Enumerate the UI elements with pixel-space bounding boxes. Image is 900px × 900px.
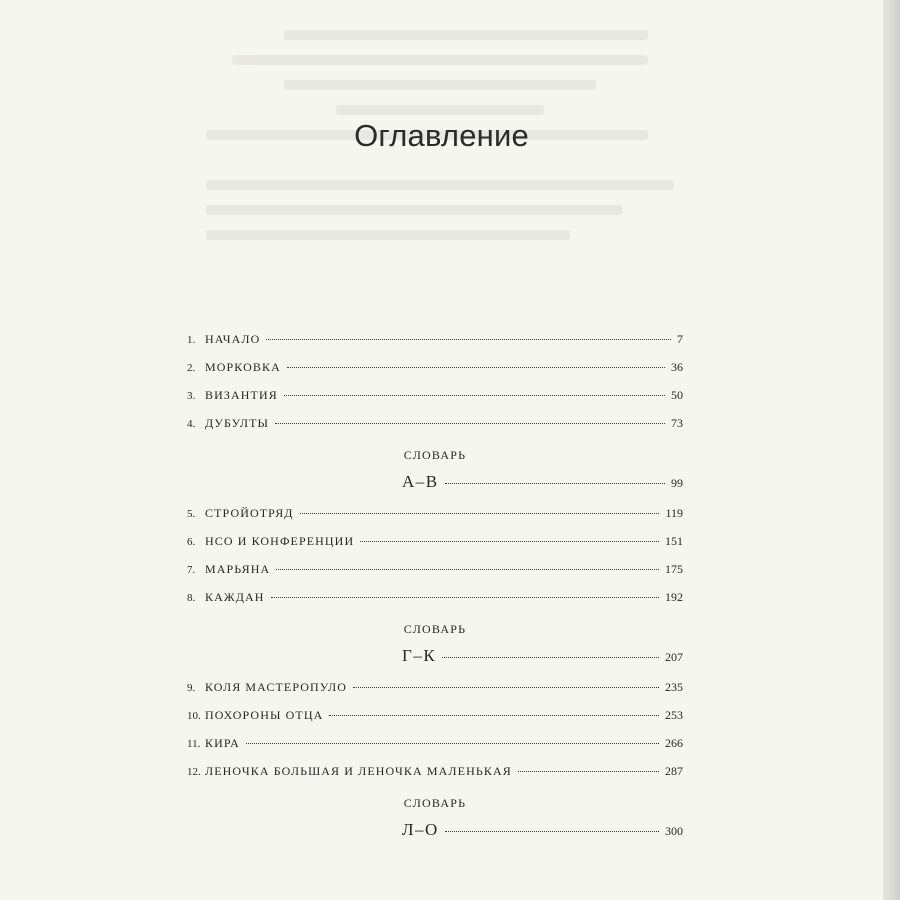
entry-page: 36 [671, 360, 683, 374]
toc-entry[interactable] [187, 764, 683, 792]
entry-page: 287 [665, 764, 683, 778]
entry-page: 119 [665, 506, 683, 520]
entry-title: НСО И КОНФЕРЕНЦИИ [205, 534, 355, 548]
toc-entry[interactable] [187, 680, 683, 708]
dot-leader [275, 423, 665, 424]
toc-entry[interactable] [187, 360, 683, 388]
toc-entry[interactable] [187, 332, 683, 360]
entry-page: 99 [671, 476, 683, 490]
entry-title: НАЧАЛО [205, 332, 261, 346]
entry-number: 7. [187, 564, 196, 576]
entry-title: МОРКОВКА [205, 360, 281, 374]
entry-title: ВИЗАНТИЯ [205, 388, 278, 402]
toc-entry[interactable] [187, 534, 683, 562]
page-edge-shadow [883, 0, 900, 900]
toc-entry[interactable] [187, 736, 683, 764]
entry-number: 5. [187, 508, 196, 520]
dot-leader [360, 541, 659, 542]
toc-entry[interactable] [187, 388, 683, 416]
dot-leader [300, 513, 660, 514]
dot-leader [329, 715, 659, 716]
dot-leader [266, 339, 671, 340]
entry-page: 7 [677, 332, 683, 346]
dot-leader [442, 657, 659, 658]
toc-entry[interactable] [187, 590, 683, 618]
dot-leader [287, 367, 665, 368]
entry-page: 235 [665, 680, 683, 694]
entry-title: СТРОЙОТРЯД [205, 506, 294, 520]
entry-title: ПОХОРОНЫ ОТЦА [205, 708, 324, 722]
entry-number: 11. [187, 738, 201, 750]
entry-title: ЛЕНОЧКА БОЛЬШАЯ И ЛЕНОЧКА МАЛЕНЬКАЯ [205, 764, 512, 778]
entry-number: 4. [187, 418, 196, 430]
dictionary-letters: Г–К [402, 646, 437, 665]
entry-number: 1. [187, 334, 196, 346]
entry-number: 12. [187, 766, 201, 778]
dot-leader [271, 597, 659, 598]
entry-page: 175 [665, 562, 683, 576]
entry-page: 207 [665, 650, 683, 664]
dot-leader [353, 687, 659, 688]
dot-leader [445, 831, 659, 832]
dictionary-entry[interactable] [187, 646, 683, 680]
dictionary-entry[interactable] [187, 472, 683, 506]
entry-number: 9. [187, 682, 196, 694]
dictionary-letters: А–В [402, 472, 439, 491]
entry-number: 8. [187, 592, 196, 604]
entry-title: МАРЬЯНА [205, 562, 271, 576]
entry-title: КОЛЯ МАСТЕРОПУЛО [205, 680, 348, 694]
toc-entry[interactable] [187, 506, 683, 534]
table-of-contents [187, 332, 683, 854]
entry-page: 266 [665, 736, 683, 750]
dot-leader [518, 771, 659, 772]
entry-number: 2. [187, 362, 196, 374]
entry-title: КАЖДАН [205, 590, 265, 604]
entry-title: ДУБУЛТЫ [205, 416, 270, 430]
dictionary-letters: Л–О [402, 820, 439, 839]
entry-page: 192 [665, 590, 683, 604]
entry-page: 300 [665, 824, 683, 838]
dot-leader [246, 743, 659, 744]
dictionary-entry[interactable] [187, 820, 683, 854]
dot-leader [276, 569, 659, 570]
entry-number: 6. [187, 536, 196, 548]
entry-title: КИРА [205, 736, 240, 750]
entry-page: 253 [665, 708, 683, 722]
entry-page: 73 [671, 416, 683, 430]
entry-number: 10. [187, 710, 201, 722]
dictionary-heading: СЛОВАРЬ [403, 622, 467, 636]
entry-page: 151 [665, 534, 683, 548]
page-title: Оглавление [354, 118, 529, 153]
toc-entry[interactable] [187, 416, 683, 444]
entry-number: 3. [187, 390, 196, 402]
dictionary-heading: СЛОВАРЬ [403, 796, 467, 810]
bleed-through-text [180, 30, 700, 360]
toc-entry[interactable] [187, 708, 683, 736]
entry-page: 50 [671, 388, 683, 402]
dot-leader [284, 395, 665, 396]
dot-leader [445, 483, 665, 484]
dictionary-heading: СЛОВАРЬ [403, 448, 467, 462]
toc-entry[interactable] [187, 562, 683, 590]
